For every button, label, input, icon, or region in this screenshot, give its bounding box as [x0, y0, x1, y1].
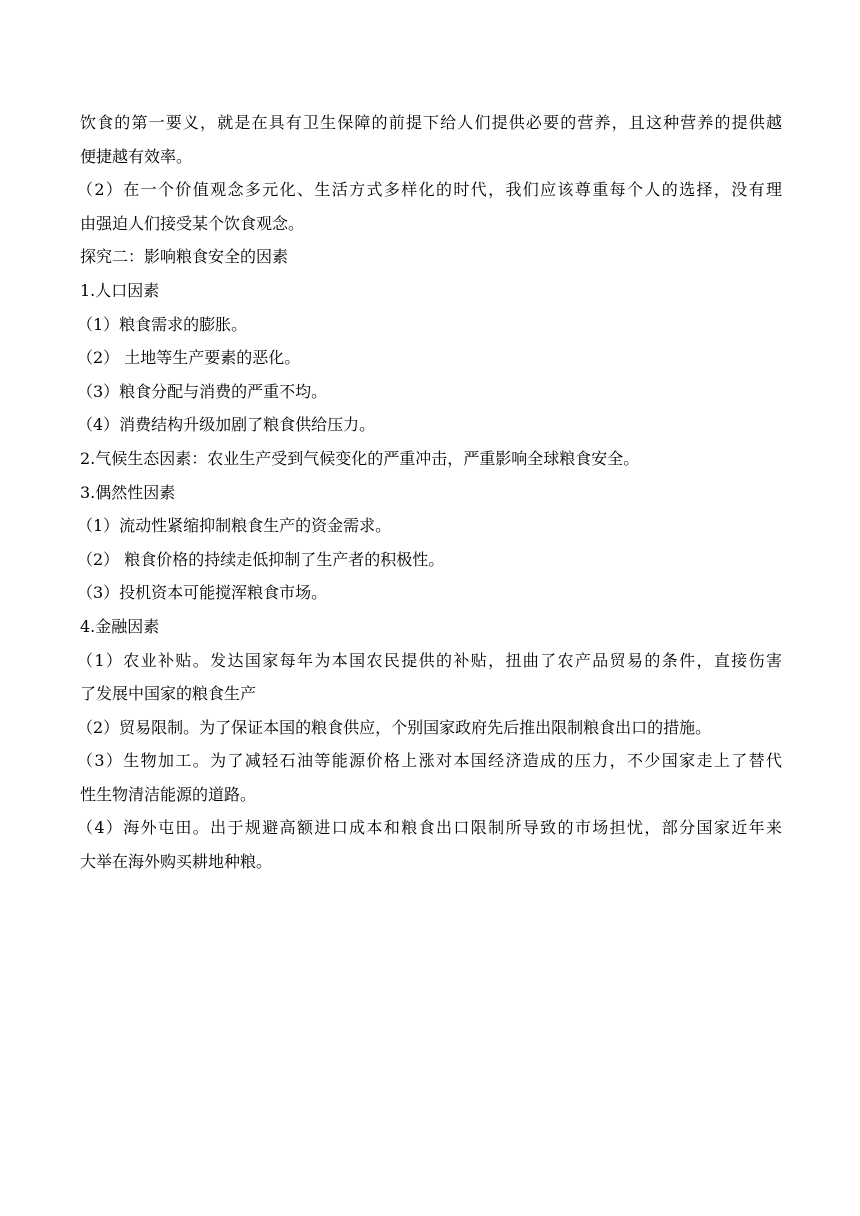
- paragraph-line: 便捷越有效率。: [80, 146, 193, 166]
- document-body: [77, 106, 782, 879]
- list-item-line: （1）流动性紧缩抑制粮食生产的资金需求。: [77, 516, 392, 536]
- subheading-finance: 4.金融因素: [80, 616, 160, 636]
- list-item-line: （4）消费结构升级加剧了粮食供给压力。: [77, 415, 376, 435]
- paragraph-line: 大举在海外购买耕地种粮。: [80, 852, 273, 872]
- list-item-line: （2）在一个价值观念多元化、生活方式多样化的时代，我们应该尊重每个人的选择，没有理: [77, 180, 782, 200]
- subheading-contingency: 3.偶然性因素: [80, 482, 176, 502]
- paragraph-line: 由强迫人们接受某个饮食观念。: [80, 213, 305, 233]
- list-item-line: （2）贸易限制。为了保证本国的粮食供应，个别国家政府先后推出限制粮食出口的措施。: [77, 717, 712, 737]
- paragraph-line: 饮食的第一要义，就是在具有卫生保障的前提下给人们提供必要的营养，且这种营养的提供越: [80, 113, 782, 132]
- subheading-population: 1.人口因素: [80, 280, 160, 300]
- paragraph-line: 性生物清洁能源的道路。: [80, 784, 257, 804]
- list-item-line: （2） 土地等生产要素的恶化。: [77, 348, 301, 368]
- list-item-line: （4）海外屯田。出于规避高额进口成本和粮食出口限制所导致的市场担忧，部分国家近年来: [77, 818, 782, 838]
- list-item-line: （2） 粮食价格的持续走低抑制了生产者的积极性。: [77, 549, 445, 569]
- list-item-line: （3）投机资本可能搅浑粮食市场。: [77, 583, 328, 603]
- subheading-climate: 2.气候生态因素：农业生产受到气候变化的严重冲击，严重影响全球粮食安全。: [80, 448, 640, 468]
- list-item-line: （1）粮食需求的膨胀。: [77, 314, 248, 334]
- paragraph-line: 了发展中国家的粮食生产: [80, 684, 257, 704]
- list-item-line: （1）农业补贴。发达国家每年为本国农民提供的补贴，扭曲了农产品贸易的条件，直接伤害: [77, 650, 782, 670]
- section-heading: 探究二：影响粮食安全的因素: [80, 247, 289, 267]
- list-item-line: （3）生物加工。为了减轻石油等能源价格上涨对本国经济造成的压力，不少国家走上了替代: [77, 751, 782, 771]
- list-item-line: （3）粮食分配与消费的严重不均。: [77, 381, 328, 401]
